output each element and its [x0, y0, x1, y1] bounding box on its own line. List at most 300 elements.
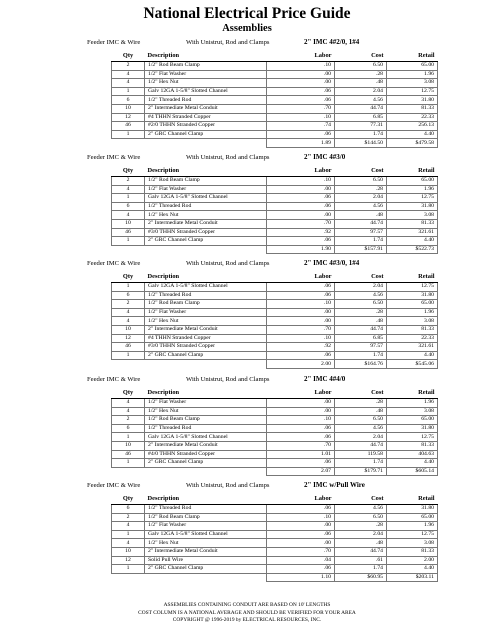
retail-cell: 22.33 — [387, 334, 438, 343]
cost-cell: 6.50 — [335, 513, 387, 522]
labor-cell: .06 — [267, 424, 335, 433]
table-row — [112, 556, 438, 565]
retail-cell: 3.08 — [387, 407, 438, 416]
cost-cell: .61 — [335, 556, 387, 565]
cost-cell: 6.85 — [335, 334, 387, 343]
total-cost: $157.91 — [335, 245, 387, 254]
column-header-qty: Qty — [112, 495, 145, 505]
table-row — [112, 433, 438, 442]
cost-cell: .48 — [335, 539, 387, 548]
labor-cell: .70 — [267, 104, 335, 113]
description-cell: 1/2" Flat Washer — [145, 70, 267, 79]
total-retail: $522.73 — [387, 245, 438, 254]
description-cell: 2" Intermediate Metal Conduit — [145, 104, 267, 113]
labor-cell: .70 — [267, 219, 335, 228]
column-header-description: Description — [145, 495, 267, 505]
table-row — [112, 96, 438, 105]
labor-cell: .10 — [267, 177, 335, 186]
qty-cell: 4 — [112, 522, 145, 531]
cost-cell: 2.04 — [335, 433, 387, 442]
assembly-table — [111, 273, 438, 369]
cost-cell: 2.04 — [335, 530, 387, 539]
labor-cell: .92 — [267, 343, 335, 352]
labor-cell: .06 — [267, 283, 335, 292]
page-subtitle: Assemblies — [222, 23, 272, 34]
labor-cell: .06 — [267, 291, 335, 300]
description-cell: 2" GRC Channel Clamp — [145, 565, 267, 574]
empty-cell — [112, 467, 145, 476]
cost-cell: 97.57 — [335, 228, 387, 237]
qty-cell: 1 — [112, 130, 145, 139]
labor-cell: .06 — [267, 351, 335, 360]
description-cell: 2" GRC Channel Clamp — [145, 459, 267, 468]
qty-cell: 4 — [112, 79, 145, 88]
table-row — [112, 194, 438, 203]
description-cell: 2" Intermediate Metal Conduit — [145, 325, 267, 334]
description-cell: 2" Intermediate Metal Conduit — [145, 441, 267, 450]
empty-cell — [145, 245, 267, 254]
retail-cell: 12.75 — [387, 433, 438, 442]
retail-cell: 321.61 — [387, 343, 438, 352]
labor-cell: .00 — [267, 522, 335, 531]
total-labor: 1.10 — [267, 573, 335, 582]
total-labor: 2.00 — [267, 360, 335, 369]
labor-cell: .06 — [267, 459, 335, 468]
total-row — [112, 573, 438, 582]
section-category: Feeder IMC & Wire — [87, 154, 141, 161]
table-row — [112, 441, 438, 450]
description-cell: 1/2" Threaded Rod — [145, 291, 267, 300]
column-header-labor: Labor — [267, 389, 335, 399]
total-labor: 1.89 — [267, 139, 335, 148]
table-row — [112, 202, 438, 211]
cost-cell: 44.74 — [335, 219, 387, 228]
labor-cell: .06 — [267, 530, 335, 539]
labor-cell: .06 — [267, 433, 335, 442]
cost-cell: 4.56 — [335, 505, 387, 514]
page-title: National Electrical Price Guide — [143, 5, 351, 22]
description-cell: 1/2" Flat Washer — [145, 522, 267, 531]
assembly-table — [111, 389, 438, 476]
table-row — [112, 211, 438, 220]
column-header-cost: Cost — [335, 495, 387, 505]
description-cell: 1/2" Rod Beam Clamp — [145, 416, 267, 425]
retail-cell: 31.80 — [387, 96, 438, 105]
table-row — [112, 283, 438, 292]
qty-cell: 1 — [112, 433, 145, 442]
labor-cell: .10 — [267, 513, 335, 522]
cost-cell: 44.74 — [335, 325, 387, 334]
qty-cell: 10 — [112, 441, 145, 450]
table-row — [112, 343, 438, 352]
table-row — [112, 505, 438, 514]
cost-cell: 44.74 — [335, 547, 387, 556]
qty-cell: 4 — [112, 399, 145, 408]
retail-cell: 12.75 — [387, 194, 438, 203]
section-header — [0, 374, 494, 385]
description-cell: 2" GRC Channel Clamp — [145, 351, 267, 360]
column-header-cost: Cost — [335, 52, 387, 62]
table-row — [112, 228, 438, 237]
labor-cell: .00 — [267, 539, 335, 548]
column-header-cost: Cost — [335, 273, 387, 283]
section-support: With Unistrut, Rod and Clamps — [186, 154, 270, 161]
cost-cell: 2.04 — [335, 283, 387, 292]
empty-cell — [145, 573, 267, 582]
qty-cell: 46 — [112, 343, 145, 352]
retail-cell: 404.63 — [387, 450, 438, 459]
description-cell: 1/2" Hex Nut — [145, 317, 267, 326]
table-header-row — [112, 389, 438, 399]
column-header-description: Description — [145, 273, 267, 283]
section-category: Feeder IMC & Wire — [87, 376, 141, 383]
cost-cell: .48 — [335, 211, 387, 220]
retail-cell: 81.33 — [387, 547, 438, 556]
qty-cell: 6 — [112, 96, 145, 105]
cost-cell: .48 — [335, 407, 387, 416]
column-header-description: Description — [145, 389, 267, 399]
section-assembly-name: 2" IMC 4#3/0 — [304, 153, 346, 161]
assembly-table — [111, 52, 438, 148]
column-header-cost: Cost — [335, 389, 387, 399]
description-cell: 1/2" Threaded Rod — [145, 505, 267, 514]
description-cell: 1/2" Threaded Rod — [145, 424, 267, 433]
empty-cell — [145, 139, 267, 148]
description-cell: 2" GRC Channel Clamp — [145, 237, 267, 246]
table-row — [112, 424, 438, 433]
labor-cell: .00 — [267, 317, 335, 326]
labor-cell: .10 — [267, 416, 335, 425]
table-row — [112, 539, 438, 548]
total-retail: $545.06 — [387, 360, 438, 369]
table-header-row — [112, 495, 438, 505]
total-labor: 1.90 — [267, 245, 335, 254]
qty-cell: 46 — [112, 450, 145, 459]
table-row — [112, 407, 438, 416]
retail-cell: 4.40 — [387, 459, 438, 468]
qty-cell: 1 — [112, 565, 145, 574]
footer-line: COPYRIGHT @ 1996-2019 by ELECTRICAL RESOURCES, INC. — [172, 617, 322, 623]
total-row — [112, 467, 438, 476]
table-row — [112, 459, 438, 468]
qty-cell: 10 — [112, 219, 145, 228]
table-row — [112, 87, 438, 96]
section-category: Feeder IMC & Wire — [87, 39, 141, 46]
cost-cell: 4.56 — [335, 424, 387, 433]
page-footer — [0, 602, 494, 625]
table-row — [112, 300, 438, 309]
total-row — [112, 139, 438, 148]
retail-cell: 65.00 — [387, 513, 438, 522]
qty-cell: 2 — [112, 513, 145, 522]
retail-cell: 4.40 — [387, 237, 438, 246]
qty-cell: 6 — [112, 202, 145, 211]
qty-cell: 2 — [112, 300, 145, 309]
table-row — [112, 113, 438, 122]
labor-cell: .92 — [267, 228, 335, 237]
cost-cell: .28 — [335, 70, 387, 79]
qty-cell: 4 — [112, 539, 145, 548]
total-cost: $60.95 — [335, 573, 387, 582]
table-row — [112, 334, 438, 343]
labor-cell: .06 — [267, 130, 335, 139]
empty-cell — [145, 467, 267, 476]
labor-cell: .06 — [267, 505, 335, 514]
cost-cell: 1.74 — [335, 237, 387, 246]
column-header-labor: Labor — [267, 495, 335, 505]
description-cell: 1/2" Rod Beam Clamp — [145, 300, 267, 309]
qty-cell: 2 — [112, 416, 145, 425]
cost-cell: 2.04 — [335, 87, 387, 96]
table-row — [112, 399, 438, 408]
retail-cell: 1.96 — [387, 70, 438, 79]
labor-cell: .00 — [267, 211, 335, 220]
table-row — [112, 62, 438, 71]
table-header-row — [112, 273, 438, 283]
qty-cell: 4 — [112, 407, 145, 416]
description-cell: #2/0 THHN Stranded Copper — [145, 122, 267, 131]
table-row — [112, 130, 438, 139]
cost-cell: 4.56 — [335, 291, 387, 300]
cost-cell: .28 — [335, 522, 387, 531]
empty-cell — [112, 245, 145, 254]
cost-cell: 6.50 — [335, 62, 387, 71]
retail-cell: 81.33 — [387, 219, 438, 228]
table-row — [112, 416, 438, 425]
labor-cell: .10 — [267, 300, 335, 309]
section-header — [0, 37, 494, 48]
cost-cell: 2.04 — [335, 194, 387, 203]
section-support: With Unistrut, Rod and Clamps — [186, 482, 270, 489]
description-cell: Solid Pull Wire — [145, 556, 267, 565]
qty-cell: 46 — [112, 228, 145, 237]
cost-cell: 97.57 — [335, 343, 387, 352]
description-cell: 1/2" Rod Beam Clamp — [145, 62, 267, 71]
section-assembly-name: 2" IMC w/Pull Wire — [304, 481, 365, 489]
table-row — [112, 317, 438, 326]
total-row — [112, 245, 438, 254]
assembly-table — [111, 495, 438, 582]
table-row — [112, 237, 438, 246]
qty-cell: 4 — [112, 308, 145, 317]
retail-cell: 12.75 — [387, 283, 438, 292]
cost-cell: 1.74 — [335, 459, 387, 468]
column-header-qty: Qty — [112, 273, 145, 283]
retail-cell: 65.00 — [387, 177, 438, 186]
cost-cell: 119.58 — [335, 450, 387, 459]
qty-cell: 1 — [112, 351, 145, 360]
column-header-labor: Labor — [267, 167, 335, 177]
retail-cell: 65.00 — [387, 416, 438, 425]
column-header-qty: Qty — [112, 167, 145, 177]
retail-cell: 4.40 — [387, 351, 438, 360]
cost-cell: 4.56 — [335, 202, 387, 211]
description-cell: #4 THHN Stranded Copper — [145, 334, 267, 343]
table-row — [112, 70, 438, 79]
column-header-retail: Retail — [387, 389, 438, 399]
labor-cell: .06 — [267, 237, 335, 246]
section-category: Feeder IMC & Wire — [87, 260, 141, 267]
retail-cell: 3.08 — [387, 211, 438, 220]
retail-cell: 81.33 — [387, 104, 438, 113]
retail-cell: 65.00 — [387, 300, 438, 309]
retail-cell: 256.13 — [387, 122, 438, 131]
empty-cell — [112, 360, 145, 369]
cost-cell: 77.31 — [335, 122, 387, 131]
cost-cell: 6.50 — [335, 300, 387, 309]
empty-cell — [112, 139, 145, 148]
qty-cell: 1 — [112, 194, 145, 203]
labor-cell: .74 — [267, 122, 335, 131]
empty-cell — [145, 360, 267, 369]
column-header-qty: Qty — [112, 52, 145, 62]
retail-cell: 321.61 — [387, 228, 438, 237]
description-cell: #3/0 THHN Stranded Copper — [145, 343, 267, 352]
table-row — [112, 219, 438, 228]
section-category: Feeder IMC & Wire — [87, 482, 141, 489]
section-header — [0, 152, 494, 163]
table-row — [112, 530, 438, 539]
description-cell: #4/0 THHN Stranded Copper — [145, 450, 267, 459]
column-header-retail: Retail — [387, 273, 438, 283]
labor-cell: .00 — [267, 308, 335, 317]
cost-cell: 6.50 — [335, 177, 387, 186]
labor-cell: .70 — [267, 547, 335, 556]
column-header-retail: Retail — [387, 495, 438, 505]
description-cell: Galv 12GA 1-5/8" Slotted Channel — [145, 194, 267, 203]
table-row — [112, 325, 438, 334]
retail-cell: 12.75 — [387, 530, 438, 539]
qty-cell: 6 — [112, 424, 145, 433]
retail-cell: 31.80 — [387, 202, 438, 211]
labor-cell: .00 — [267, 399, 335, 408]
description-cell: 1/2" Flat Washer — [145, 185, 267, 194]
table-row — [112, 122, 438, 131]
table-row — [112, 351, 438, 360]
labor-cell: .10 — [267, 113, 335, 122]
description-cell: 1/2" Threaded Rod — [145, 202, 267, 211]
cost-cell: 44.74 — [335, 104, 387, 113]
column-header-description: Description — [145, 52, 267, 62]
description-cell: 1/2" Flat Washer — [145, 399, 267, 408]
cost-cell: 6.50 — [335, 416, 387, 425]
retail-cell: 81.33 — [387, 441, 438, 450]
section-assembly-name: 2" IMC 4#3/0, 1#4 — [304, 259, 360, 267]
cost-cell: 1.74 — [335, 351, 387, 360]
description-cell: 1/2" Flat Washer — [145, 308, 267, 317]
footer-line: COST COLUMN IS A NATIONAL AVERAGE AND SHOULD BE VERIFIED FOR YOUR AREA — [138, 609, 356, 616]
labor-cell: .00 — [267, 70, 335, 79]
table-row — [112, 308, 438, 317]
section-support: With Unistrut, Rod and Clamps — [186, 260, 270, 267]
qty-cell: 12 — [112, 334, 145, 343]
qty-cell: 1 — [112, 237, 145, 246]
table-row — [112, 79, 438, 88]
labor-cell: .06 — [267, 194, 335, 203]
assembly-table — [111, 167, 438, 254]
column-header-labor: Labor — [267, 52, 335, 62]
qty-cell: 12 — [112, 556, 145, 565]
qty-cell: 6 — [112, 291, 145, 300]
section-header — [0, 480, 494, 491]
retail-cell: 31.80 — [387, 424, 438, 433]
description-cell: 2" GRC Channel Clamp — [145, 130, 267, 139]
table-row — [112, 177, 438, 186]
labor-cell: .06 — [267, 202, 335, 211]
total-retail: $605.14 — [387, 467, 438, 476]
total-cost: $179.71 — [335, 467, 387, 476]
labor-cell: .00 — [267, 79, 335, 88]
qty-cell: 6 — [112, 505, 145, 514]
description-cell: 1/2" Hex Nut — [145, 211, 267, 220]
section-assembly-name: 2" IMC 4#2/0, 1#4 — [304, 38, 360, 46]
description-cell: 2" Intermediate Metal Conduit — [145, 547, 267, 556]
total-cost: $164.76 — [335, 360, 387, 369]
retail-cell: 22.33 — [387, 113, 438, 122]
qty-cell: 10 — [112, 547, 145, 556]
cost-cell: 44.74 — [335, 441, 387, 450]
cost-cell: .28 — [335, 185, 387, 194]
table-header-row — [112, 167, 438, 177]
qty-cell: 4 — [112, 317, 145, 326]
retail-cell: 12.75 — [387, 87, 438, 96]
section-assembly-name: 2" IMC 4#4/0 — [304, 375, 346, 383]
table-row — [112, 104, 438, 113]
description-cell: Galv 12GA 1-5/8" Slotted Channel — [145, 530, 267, 539]
section-header — [0, 258, 494, 269]
empty-cell — [112, 573, 145, 582]
column-header-retail: Retail — [387, 167, 438, 177]
qty-cell: 1 — [112, 459, 145, 468]
section-support: With Unistrut, Rod and Clamps — [186, 39, 270, 46]
total-cost: $144.50 — [335, 139, 387, 148]
retail-cell: 81.33 — [387, 325, 438, 334]
table-row — [112, 547, 438, 556]
retail-cell: 2.00 — [387, 556, 438, 565]
qty-cell: 1 — [112, 283, 145, 292]
cost-cell: 1.74 — [335, 130, 387, 139]
description-cell: #3/0 THHN Stranded Copper — [145, 228, 267, 237]
labor-cell: .04 — [267, 556, 335, 565]
retail-cell: 1.96 — [387, 399, 438, 408]
labor-cell: .06 — [267, 96, 335, 105]
table-row — [112, 291, 438, 300]
cost-cell: 6.85 — [335, 113, 387, 122]
labor-cell: .00 — [267, 185, 335, 194]
description-cell: 1/2" Rod Beam Clamp — [145, 513, 267, 522]
description-cell: Galv 12GA 1-5/8" Slotted Channel — [145, 433, 267, 442]
qty-cell: 2 — [112, 177, 145, 186]
retail-cell: 1.96 — [387, 308, 438, 317]
qty-cell: 4 — [112, 211, 145, 220]
qty-cell: 1 — [112, 530, 145, 539]
description-cell: Galv 12GA 1-5/8" Slotted Channel — [145, 87, 267, 96]
cost-cell: 1.74 — [335, 565, 387, 574]
retail-cell: 31.80 — [387, 505, 438, 514]
cost-cell: 4.56 — [335, 96, 387, 105]
description-cell: 1/2" Rod Beam Clamp — [145, 177, 267, 186]
retail-cell: 1.96 — [387, 185, 438, 194]
description-cell: 2" Intermediate Metal Conduit — [145, 219, 267, 228]
total-retail: $479.58 — [387, 139, 438, 148]
retail-cell: 31.80 — [387, 291, 438, 300]
qty-cell: 10 — [112, 325, 145, 334]
table-row — [112, 522, 438, 531]
total-retail: $203.11 — [387, 573, 438, 582]
cost-cell: .48 — [335, 317, 387, 326]
qty-cell: 46 — [112, 122, 145, 131]
section-support: With Unistrut, Rod and Clamps — [186, 376, 270, 383]
